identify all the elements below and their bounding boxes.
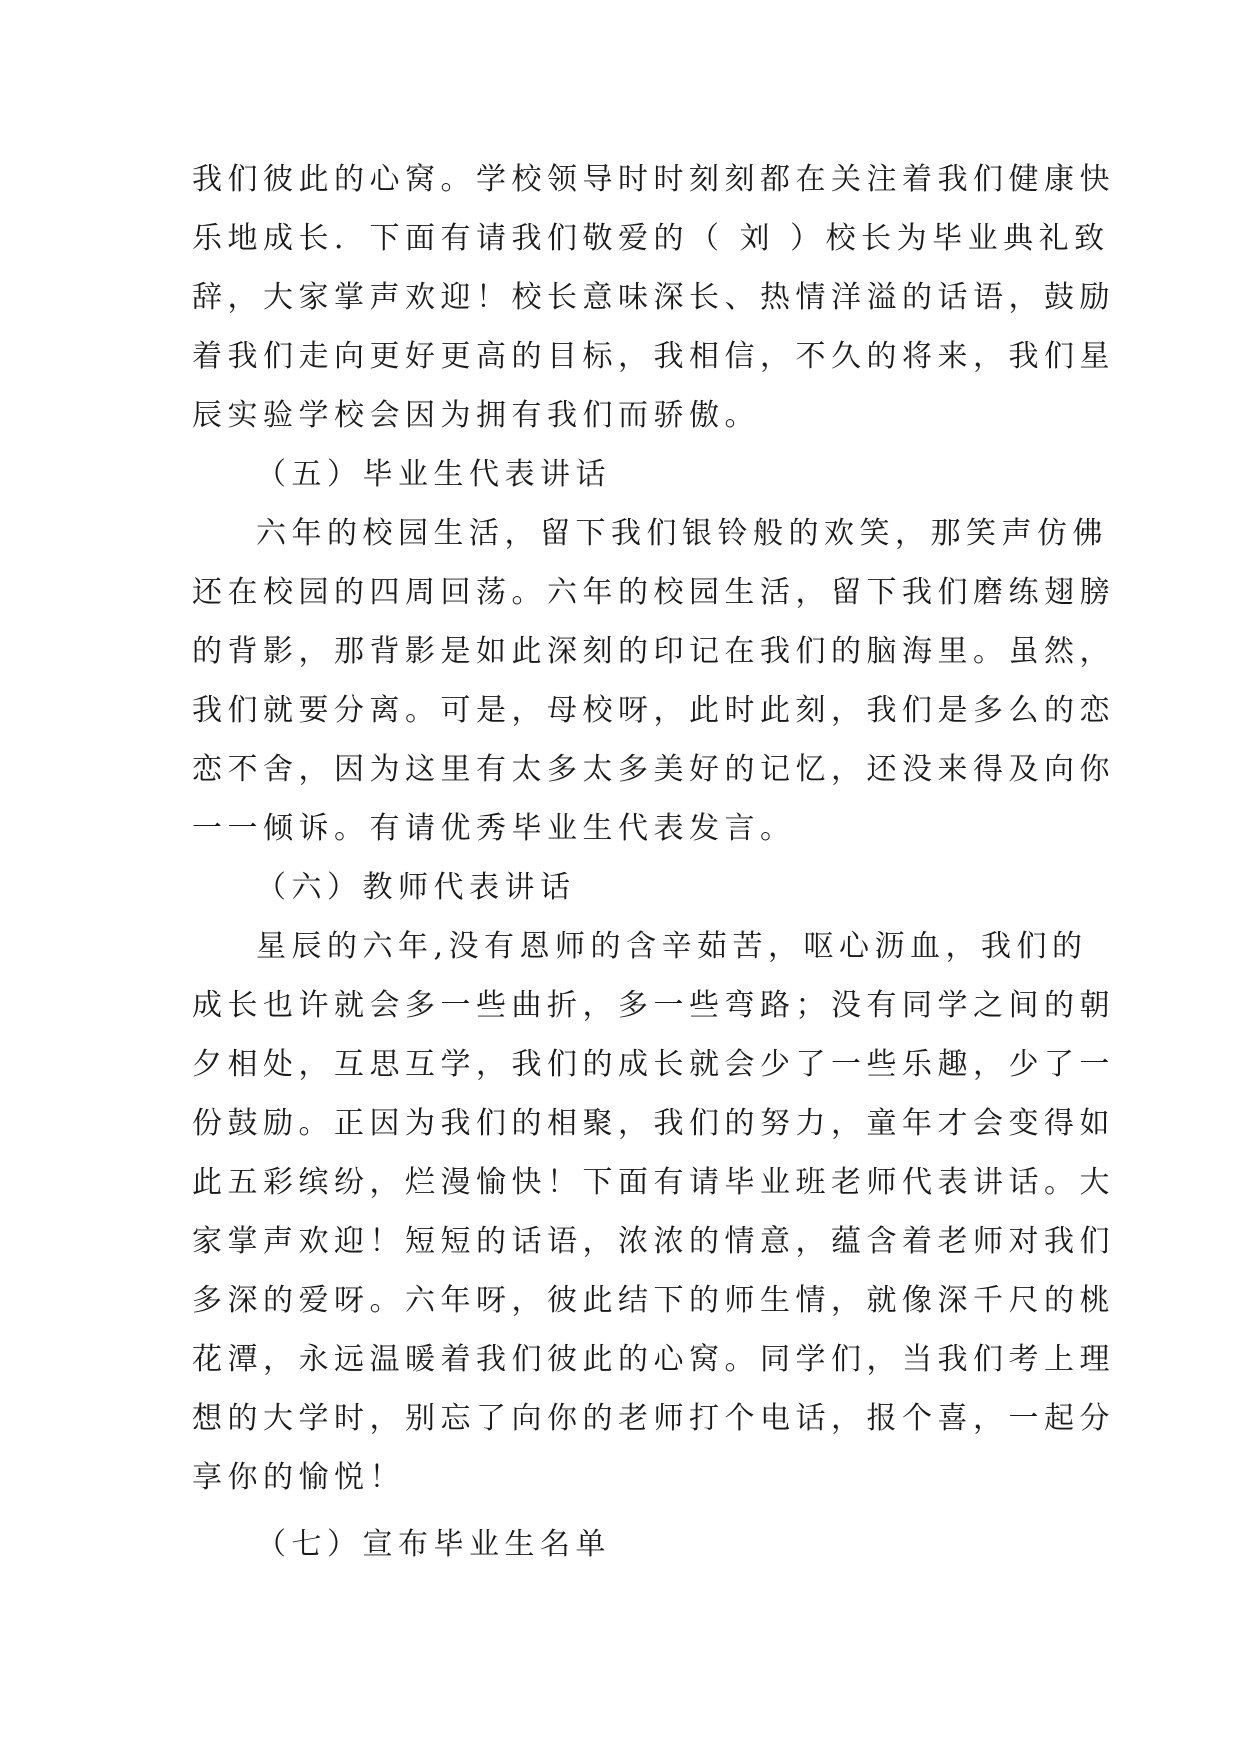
spacer [192, 1507, 1062, 1515]
document-page [192, 150, 1115, 1574]
text-line: 成长也许就会多一些曲折，多一些弯路；没有同学之间的朝 [192, 988, 1115, 1023]
text-line: 多深的爱呀。六年呀，彼此结下的师生情，就像深千尺的桃 [192, 1283, 1115, 1318]
text-line: 辞，大家掌声欢迎！校长意味深长、热情洋溢的话语，鼓励 [192, 280, 1115, 315]
text-line: 想的大学时，别忘了向你的老师打个电话，报个喜，一起分 [192, 1401, 1115, 1436]
text-line: 辰实验学校会因为拥有我们而骄傲。 [192, 398, 760, 433]
text-line: 恋不舍，因为这里有太多太多美好的记忆，还没来得及向你 [192, 752, 1115, 787]
text-line: 我们就要分离。可是，母校呀，此时此刻，我们是多么的恋 [192, 693, 1115, 728]
section-heading-five: （五）毕业生代表讲话 [256, 457, 611, 492]
text-line: 六年的校园生活，留下我们银铃般的欢笑，那笑声仿佛 [256, 516, 1108, 551]
text-line: 乐地成长．下面有请我们敬爱的（ 刘 ）校长为毕业典礼致 [192, 221, 1110, 256]
text-line: 的背影，那背影是如此深刻的印记在我们的脑海里。虽然， [192, 634, 1115, 669]
text-line: 我们彼此的心窝。学校领导时时刻刻都在关注着我们健康快 [192, 162, 1115, 197]
text-line: 此五彩缤纷，烂漫愉快！下面有请毕业班老师代表讲话。大 [192, 1165, 1115, 1200]
text-line: 还在校园的四周回荡。六年的校园生活，留下我们磨练翅膀 [192, 575, 1115, 610]
text-line: 星辰的六年,没有恩师的含辛茹苦，呕心沥血，我们的 [256, 929, 1088, 964]
text-line: 夕相处，互思互学，我们的成长就会少了一些乐趣，少了一 [192, 1047, 1115, 1082]
text-line: 享你的愉悦！ [192, 1460, 405, 1495]
text-line: 花潭，永远温暖着我们彼此的心窝。同学们，当我们考上理 [192, 1342, 1115, 1377]
text-line: 家掌声欢迎！短短的话语，浓浓的情意，蕴含着老师对我们 [192, 1224, 1115, 1259]
text-line: 着我们走向更好更高的目标，我相信，不久的将来，我们星 [192, 339, 1115, 374]
section-heading-six: （六）教师代表讲话 [256, 870, 576, 905]
text-line: 一一倾诉。有请优秀毕业生代表发言。 [192, 811, 796, 846]
section-heading-seven: （七）宣布毕业生名单 [256, 1527, 611, 1562]
text-line: 份鼓励。正因为我们的相聚，我们的努力，童年才会变得如 [192, 1106, 1115, 1141]
